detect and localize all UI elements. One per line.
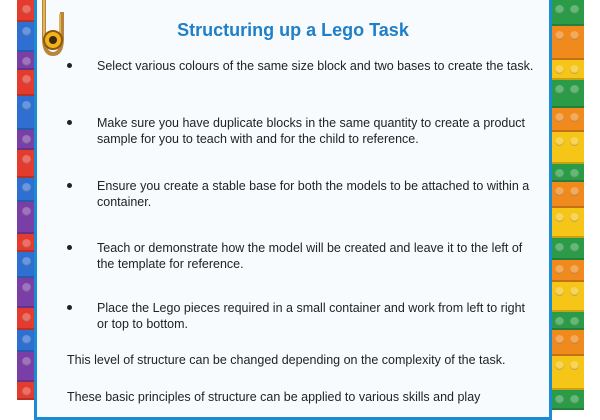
lego-brick — [550, 330, 584, 356]
lego-brick — [550, 164, 584, 182]
document-card — [34, 0, 552, 420]
lego-brick — [550, 108, 584, 132]
bullet-icon — [67, 120, 72, 125]
clip-icon — [34, 0, 70, 60]
lego-brick — [550, 260, 584, 282]
bullet-text: Place the Lego pieces required in a small container and work from left to right or top to bottom. — [97, 301, 526, 331]
bullet-icon — [67, 183, 72, 188]
paragraph: This level of structure can be changed depending on the complexity of the task. — [67, 353, 506, 367]
document-title: Structuring up a Lego Task — [177, 20, 409, 40]
lego-brick — [550, 238, 584, 260]
lego-brick — [550, 0, 584, 26]
bullet-text: Teach or demonstrate how the model will be created and leave it to the left of the template for reference. — [97, 241, 523, 271]
lego-brick — [550, 312, 584, 330]
lego-brick — [550, 132, 584, 164]
lego-brick — [550, 208, 584, 238]
lego-brick — [550, 26, 584, 60]
lego-brick — [550, 60, 584, 80]
lego-border-right — [550, 0, 584, 400]
bullet-icon — [67, 245, 72, 250]
bullet-text: Make sure you have duplicate blocks in the same quantity to create a product sample for you to teach with and for the child to reference. — [97, 116, 526, 146]
lego-brick — [550, 356, 584, 390]
lego-brick — [550, 390, 584, 410]
bullet-text: Select various colours of the same size block and two bases to create the task. — [97, 59, 534, 73]
lego-brick — [550, 80, 584, 108]
paragraph: These basic principles of structure can be applied to various skills and play — [67, 390, 481, 404]
lego-brick — [550, 182, 584, 208]
bullet-icon — [67, 63, 72, 68]
bullet-text: Ensure you create a stable base for both the models to be attached to within a container. — [97, 179, 530, 209]
lego-brick — [550, 282, 584, 312]
bullet-icon — [67, 305, 72, 310]
